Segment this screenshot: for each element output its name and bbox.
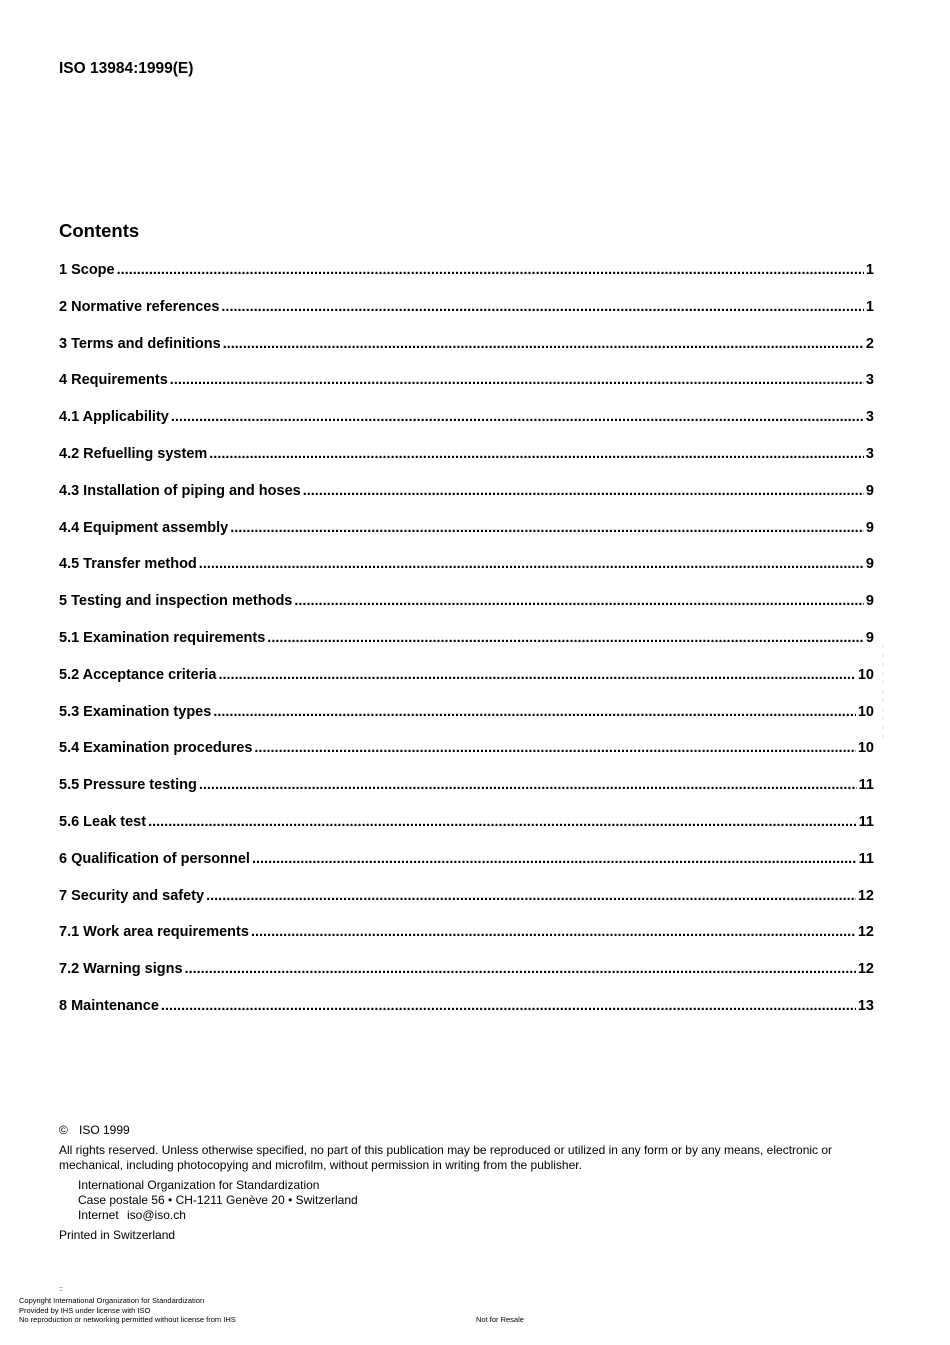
toc-entry — [59, 924, 874, 961]
toc-leader-dots — [206, 888, 856, 905]
toc-entry-page: 9 — [865, 629, 874, 646]
toc-entry-page: 3 — [865, 445, 874, 462]
toc-leader-dots — [251, 924, 856, 941]
toc-entry — [59, 851, 874, 888]
toc-leader-dots — [303, 483, 864, 500]
toc-leader-dots — [117, 262, 864, 279]
toc-entry — [59, 446, 874, 483]
toc-leader-dots — [199, 777, 857, 794]
rights-statement: All rights reserved. Unless otherwise specified, no part of this publication may be reproduced or utilized in any form or by any means, electronic or mechanical, including photocopying and microfilm, without permission in writing from the publisher. — [59, 1143, 833, 1172]
toc-entry-page: 13 — [857, 997, 874, 1014]
toc-entry-title: 5.2 Acceptance criteria — [59, 666, 217, 683]
toc-entry-title: 4.1 Applicability — [59, 409, 169, 426]
toc-leader-dots — [230, 520, 864, 537]
toc-entry-page: 12 — [857, 924, 874, 941]
toc-entry — [59, 409, 874, 446]
toc-entry-title: 5 Testing and inspection methods — [59, 593, 293, 610]
toc-entry-title: 3 Terms and definitions — [59, 335, 221, 352]
printed-in: Printed in Switzerland — [59, 1228, 176, 1242]
toc-entry — [59, 704, 874, 741]
toc-entry-title: 7 Security and safety — [59, 887, 205, 904]
toc-entry-title: 5.6 Leak test — [59, 813, 147, 830]
toc-entry-title: 7.1 Work area requirements — [59, 924, 249, 941]
toc-entry — [59, 336, 874, 373]
copyright-year-line — [59, 1123, 875, 1138]
toc-leader-dots — [221, 299, 864, 316]
toc-entry-page: 1 — [865, 298, 874, 315]
toc-entry-title: 5.4 Examination procedures — [59, 740, 253, 757]
toc-entry — [59, 556, 874, 593]
toc-entry — [59, 740, 874, 777]
toc-entry-page: 3 — [865, 372, 874, 389]
internet-line — [78, 1208, 875, 1223]
toc-entry — [59, 961, 874, 998]
toc-entry-title: 7.2 Warning signs — [59, 961, 183, 978]
iso-address — [59, 1178, 875, 1223]
toc-leader-dots — [254, 740, 855, 757]
org-name: International Organization for Standardization — [78, 1178, 320, 1192]
toc-entry-page: 10 — [857, 666, 874, 683]
toc-entry — [59, 667, 874, 704]
toc-entry-title: 4.3 Installation of piping and hoses — [59, 482, 301, 499]
footer-copyright: Copyright International Organization for Standardization — [19, 1296, 205, 1305]
toc-entry-page: 3 — [865, 409, 874, 426]
toc-leader-dots — [148, 814, 857, 831]
toc-entry-page: 12 — [857, 887, 874, 904]
toc-entry-page: 10 — [857, 740, 874, 757]
toc-entry-title: 6 Qualification of personnel — [59, 850, 250, 867]
toc-entry-title: 4.2 Refuelling system — [59, 445, 208, 462]
toc-entry — [59, 777, 874, 814]
toc-leader-dots — [223, 336, 864, 353]
toc-leader-dots — [170, 372, 864, 389]
toc-leader-dots — [171, 409, 864, 426]
toc-entry-page: 12 — [857, 961, 874, 978]
toc-leader-dots — [252, 851, 857, 868]
toc-entry — [59, 483, 874, 520]
margin-mark — [880, 645, 886, 740]
toc-entry-title: 1 Scope — [59, 262, 115, 278]
toc-leader-dots — [199, 556, 864, 573]
toc-entry-page: 11 — [858, 813, 874, 830]
copyright-block — [59, 1123, 875, 1243]
toc-entry-title: 8 Maintenance — [59, 997, 159, 1014]
copyright-year: ISO 1999 — [79, 1123, 130, 1137]
toc-entry-title: 4.4 Equipment assembly — [59, 519, 229, 536]
toc-entry-title: 4 Requirements — [59, 372, 168, 389]
not-for-resale: Not for Resale — [476, 1315, 524, 1324]
toc-entry — [59, 372, 874, 409]
internet-label: Internet — [78, 1208, 119, 1222]
footer-no-reproduction: No reproduction or networking permitted without license from IHS — [19, 1315, 236, 1324]
toc-leader-dots — [161, 998, 856, 1015]
toc-entry — [59, 520, 874, 557]
toc-entry — [59, 262, 874, 299]
table-of-contents — [59, 262, 874, 1035]
toc-leader-dots — [218, 667, 855, 684]
license-footer — [19, 1296, 619, 1325]
toc-entry-page: 1 — [865, 262, 874, 278]
toc-entry-title: 2 Normative references — [59, 298, 220, 315]
toc-entry-page: 11 — [858, 850, 874, 867]
toc-entry-title: 4.5 Transfer method — [59, 556, 197, 573]
toc-leader-dots — [209, 446, 864, 463]
footer-marks: :: — [59, 1286, 63, 1293]
copyright-symbol: © — [59, 1123, 68, 1137]
toc-entry-title: 5.3 Examination types — [59, 703, 212, 720]
postal-address: Case postale 56 • CH-1211 Genève 20 • Switzerland — [78, 1193, 358, 1207]
toc-entry — [59, 814, 874, 851]
toc-entry — [59, 630, 874, 667]
footer-provided: Provided by IHS under license with ISO — [19, 1305, 151, 1315]
toc-entry-title: 5.1 Examination requirements — [59, 629, 266, 646]
toc-entry-page: 10 — [857, 703, 874, 720]
toc-entry-page: 9 — [865, 556, 874, 573]
toc-entry — [59, 998, 874, 1035]
document-id: ISO 13984:1999(E) — [59, 60, 194, 77]
toc-leader-dots — [213, 704, 856, 721]
toc-entry-page: 2 — [865, 335, 874, 352]
toc-entry-page: 9 — [865, 519, 874, 536]
internet-email: iso@iso.ch — [127, 1208, 186, 1222]
toc-entry — [59, 299, 874, 336]
toc-entry — [59, 888, 874, 925]
toc-entry-title: 5.5 Pressure testing — [59, 777, 197, 794]
contents-heading: Contents — [59, 220, 140, 241]
toc-entry-page: 11 — [858, 777, 874, 794]
toc-leader-dots — [267, 630, 864, 647]
toc-leader-dots — [294, 593, 864, 610]
toc-entry-page: 9 — [865, 482, 874, 499]
toc-entry — [59, 593, 874, 630]
toc-entry-page: 9 — [865, 593, 874, 610]
toc-leader-dots — [185, 961, 856, 978]
